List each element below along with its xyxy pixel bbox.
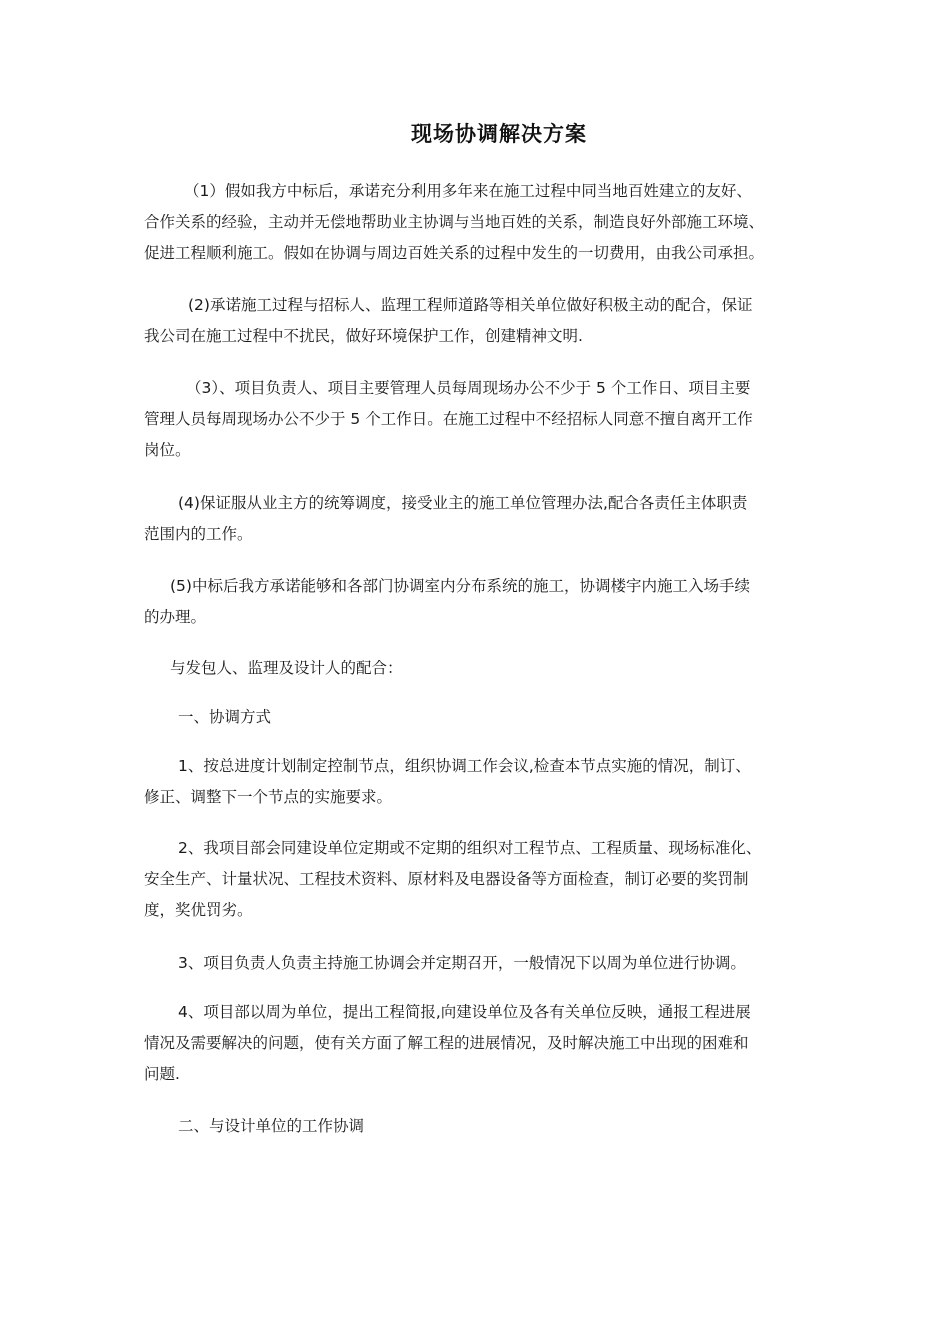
text-line: 修正、调整下一个节点的实施要求。 [144, 788, 393, 806]
text-line: 范围内的工作。 [144, 525, 253, 543]
text-line: 情况及需要解决的问题，使有关方面了解工程的进展情况，及时解决施工中出现的困难和 [144, 1034, 749, 1052]
text-line: (2)承诺施工过程与招标人、监理工程师道路等相关单位做好积极主动的配合，保证 [188, 296, 753, 314]
text-line: 我公司在施工过程中不扰民，做好环境保护工作，创建精神文明. [144, 327, 583, 345]
text-line: (5)中标后我方承诺能够和各部门协调室内分布系统的施工，协调楼宇内施工入场手续 [170, 577, 750, 595]
text-line: 4、项目部以周为单位，提出工程简报,向建设单位及各有关单位反映，通报工程进展 [178, 1003, 751, 1021]
text-line: 与发包人、监理及设计人的配合： [170, 659, 403, 677]
paragraph-2 [144, 290, 809, 352]
paragraph-8 [144, 833, 809, 926]
text-line: 2、我项目部会同建设单位定期或不定期的组织对工程节点、工程质量、现场标准化、 [178, 839, 762, 857]
text-line: 一、协调方式 [178, 708, 272, 726]
paragraph-4 [144, 488, 809, 550]
paragraph-5 [144, 571, 809, 633]
text-line: 3、项目负责人负责主持施工协调会并定期召开，一般情况下以周为单位进行协调。 [178, 954, 746, 972]
text-line: （1）假如我方中标后，承诺充分利用多年来在施工过程中同当地百姓建立的友好、 [184, 182, 752, 200]
text-line: 度，奖优罚劣。 [144, 901, 253, 919]
text-line: (4)保证服从业主方的统筹调度，接受业主的施工单位管理办法,配合各责任主体职责 [178, 494, 748, 512]
text-line: （3）、项目负责人、项目主要管理人员每周现场办公不少于 5 个工作日、项目主要 [186, 379, 751, 397]
section-heading-2 [144, 1111, 809, 1142]
paragraph-9 [144, 948, 809, 979]
paragraph-7 [144, 751, 809, 813]
paragraph-6 [144, 653, 809, 684]
text-line: 安全生产、计量状况、工程技术资料、原材料及电器设备等方面检查，制订必要的奖罚制 [144, 870, 749, 888]
text-line: 合作关系的经验，主动并无偿地帮助业主协调与当地百姓的关系，制造良好外部施工环境、 [144, 213, 765, 231]
text-line: 1、按总进度计划制定控制节点，组织协调工作会议,检查本节点实施的情况，制订、 [178, 757, 751, 775]
text-line: 的办理。 [144, 608, 207, 626]
paragraph-1 [144, 176, 809, 269]
text-line: 问题. [144, 1065, 180, 1083]
paragraph-10 [144, 997, 809, 1090]
text-line: 管理人员每周现场办公不少于 5 个工作日。在施工过程中不经招标人同意不擅自离开工作 [144, 410, 753, 428]
section-heading-1 [144, 702, 809, 733]
text-line: 岗位。 [144, 441, 191, 459]
text-line: 促进工程顺利施工。假如在协调与周边百姓关系的过程中发生的一切费用，由我公司承担。 [144, 244, 765, 262]
text-line: 二、与设计单位的工作协调 [178, 1117, 365, 1135]
paragraph-3 [144, 373, 809, 466]
document-title: 现场协调解决方案 [411, 122, 587, 146]
